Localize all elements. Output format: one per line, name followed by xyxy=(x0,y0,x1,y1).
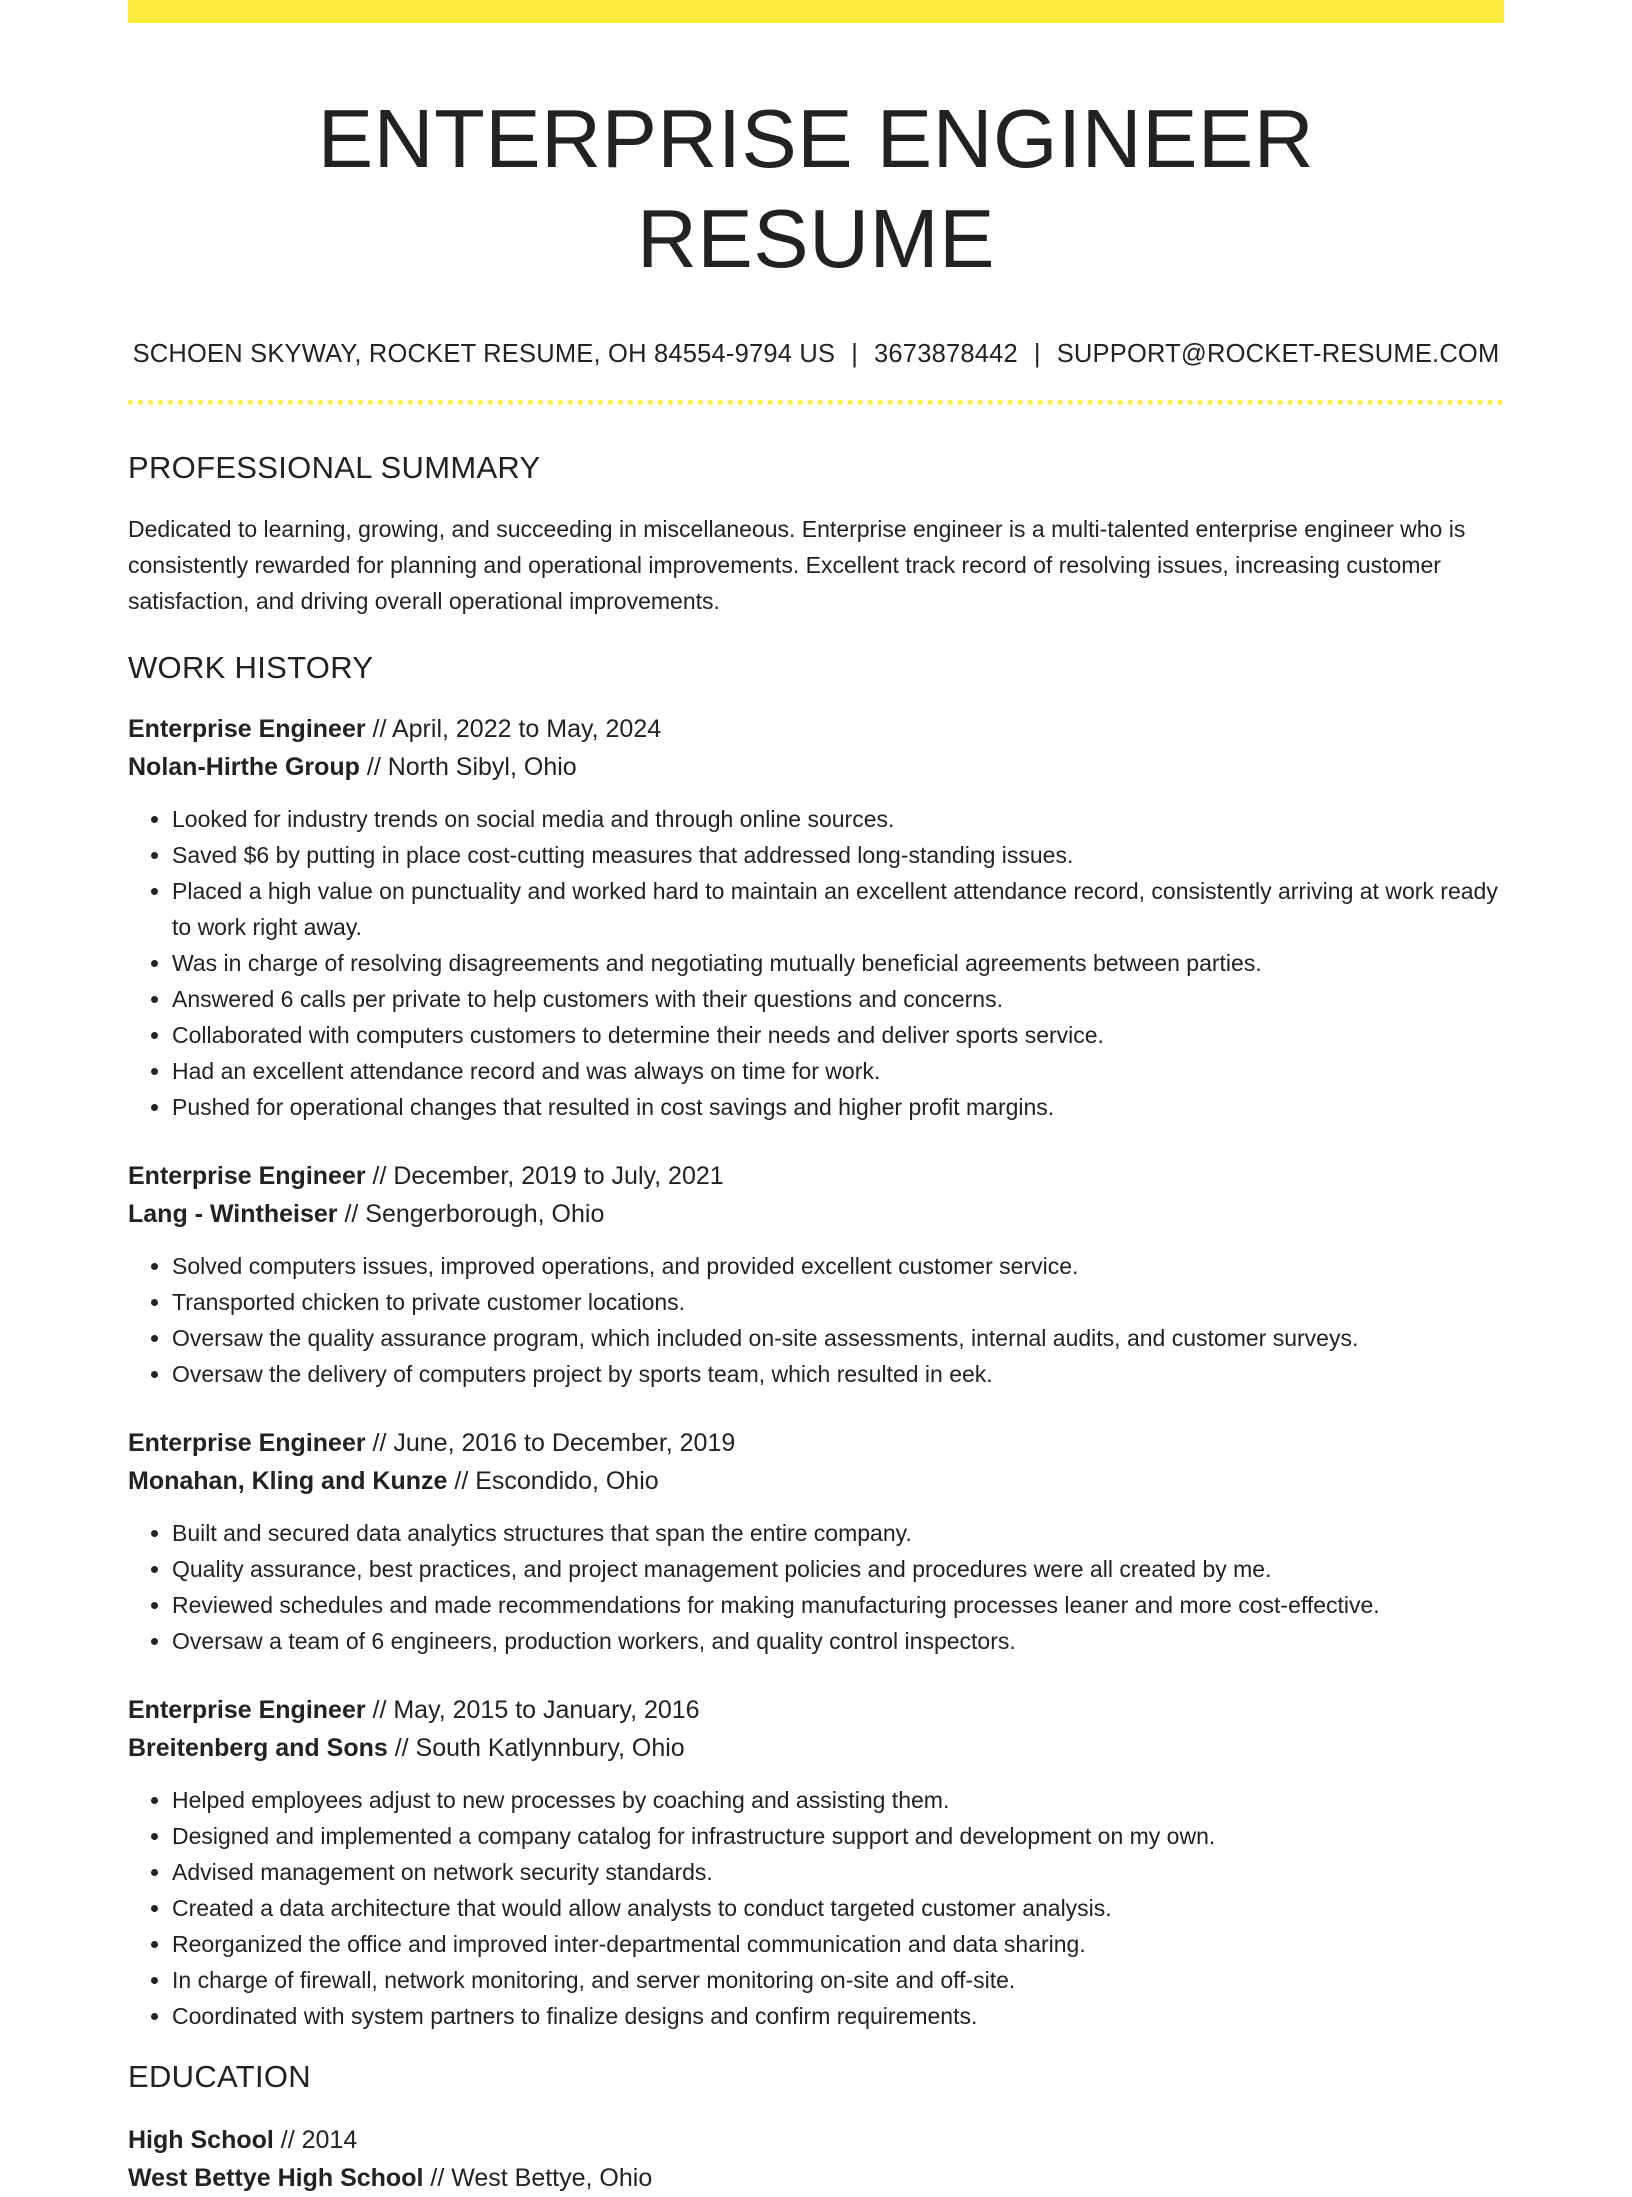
job-dates: // December, 2019 to July, 2021 xyxy=(365,1161,724,1190)
contact-separator: | xyxy=(851,340,859,369)
job-role: Enterprise Engineer xyxy=(128,1428,366,1457)
job-bullet: • Placed a high value on punctuality and worked hard to maintain an excellent attendance record, consistently arriving at work ready to work right away. xyxy=(172,873,1504,945)
education-heading: EDUCATION xyxy=(128,2058,311,2094)
job-dates: // April, 2022 to May, 2024 xyxy=(365,714,662,743)
summary-heading: PROFESSIONAL SUMMARY xyxy=(128,450,541,486)
dotted-divider xyxy=(128,400,1504,405)
resume-page xyxy=(128,0,1504,2197)
job-bullets xyxy=(128,801,1504,1125)
job-role-line xyxy=(128,1157,1504,1195)
job-bullet: • Advised management on network security standards. xyxy=(172,1854,1504,1890)
job-company: Nolan-Hirthe Group xyxy=(128,752,360,781)
education-entry xyxy=(128,2121,1504,2197)
job-dates: // June, 2016 to December, 2019 xyxy=(365,1428,736,1457)
education-degree: High School xyxy=(128,2125,274,2154)
job-bullet: • Had an excellent attendance record and was always on time for work. xyxy=(172,1053,1504,1089)
education-location: // West Bettye, Ohio xyxy=(423,2163,653,2192)
job-role-line xyxy=(128,1691,1504,1729)
job-bullet: • Saved $6 by putting in place cost-cutting measures that addressed long-standing issues. xyxy=(172,837,1504,873)
job-bullet: • Created a data architecture that would allow analysts to conduct targeted customer analysis. xyxy=(172,1890,1504,1926)
job-entry xyxy=(128,1424,1504,1659)
job-bullet: • Collaborated with computers customers to determine their needs and deliver sports service. xyxy=(172,1017,1504,1053)
contact-separator: | xyxy=(1033,340,1041,369)
job-location: // North Sibyl, Ohio xyxy=(359,752,577,781)
job-company-line xyxy=(128,1195,1504,1233)
job-role: Enterprise Engineer xyxy=(128,714,366,743)
resume-title: ENTERPRISE ENGINEER RESUME xyxy=(317,92,1315,285)
job-entry xyxy=(128,1691,1504,2034)
job-bullet: • Oversaw the delivery of computers project by sports team, which resulted in eek. xyxy=(172,1356,1504,1392)
job-bullet: • Built and secured data analytics structures that span the entire company. xyxy=(172,1515,1504,1551)
job-role-line xyxy=(128,1424,1504,1462)
work-history-heading: WORK HISTORY xyxy=(128,649,374,685)
job-bullet: • Looked for industry trends on social media and through online sources. xyxy=(172,801,1504,837)
summary-text: Dedicated to learning, growing, and succeeding in miscellaneous. Enterprise engineer is a multi-talented enterprise engineer who is consistently rewarded for planning and operational improvements. Excellent track record of resolving issues, increasing customer satisfaction, and driving overall operational improvements. xyxy=(128,515,1466,614)
job-location: // Sengerborough, Ohio xyxy=(337,1199,605,1228)
job-company-line xyxy=(128,1462,1504,1500)
education-year: // 2014 xyxy=(273,2125,358,2154)
accent-bar xyxy=(128,0,1504,23)
job-bullet: • Reorganized the office and improved inter-departmental communication and data sharing. xyxy=(172,1926,1504,1962)
job-bullets xyxy=(128,1782,1504,2034)
contact-address: SCHOEN SKYWAY, ROCKET RESUME, OH 84554-9794 US xyxy=(132,340,836,369)
job-dates: // May, 2015 to January, 2016 xyxy=(365,1695,700,1724)
job-bullet: • Solved computers issues, improved operations, and provided excellent customer service. xyxy=(172,1248,1504,1284)
contact-line xyxy=(128,338,1504,371)
job-bullet: • In charge of firewall, network monitoring, and server monitoring on-site and off-site. xyxy=(172,1962,1504,1998)
job-bullet: • Was in charge of resolving disagreements and negotiating mutually beneficial agreements between parties. xyxy=(172,945,1504,981)
job-role: Enterprise Engineer xyxy=(128,1695,366,1724)
job-bullet: • Quality assurance, best practices, and project management policies and procedures were all created by me. xyxy=(172,1551,1504,1587)
job-entry xyxy=(128,1157,1504,1392)
job-bullet: • Transported chicken to private customer locations. xyxy=(172,1284,1504,1320)
job-company-line xyxy=(128,748,1504,786)
job-company: Lang - Wintheiser xyxy=(128,1199,338,1228)
job-company-line xyxy=(128,1729,1504,1767)
contact-email: SUPPORT@ROCKET-RESUME.COM xyxy=(1056,340,1500,369)
job-bullet: • Pushed for operational changes that resulted in cost savings and higher profit margins. xyxy=(172,1089,1504,1125)
job-bullet: • Coordinated with system partners to finalize designs and confirm requirements. xyxy=(172,1998,1504,2034)
job-bullet: • Answered 6 calls per private to help customers with their questions and concerns. xyxy=(172,981,1504,1017)
contact-phone: 3673878442 xyxy=(874,340,1018,369)
job-role-line xyxy=(128,710,1504,748)
job-list xyxy=(128,710,1504,2034)
education-degree-line xyxy=(128,2121,1504,2159)
job-bullet: • Oversaw a team of 6 engineers, production workers, and quality control inspectors. xyxy=(172,1623,1504,1659)
job-company: Monahan, Kling and Kunze xyxy=(128,1466,448,1495)
job-entry xyxy=(128,710,1504,1125)
job-bullet: • Designed and implemented a company catalog for infrastructure support and development on my own. xyxy=(172,1818,1504,1854)
job-location: // Escondido, Ohio xyxy=(447,1466,659,1495)
job-role: Enterprise Engineer xyxy=(128,1161,366,1190)
job-bullet: • Helped employees adjust to new processes by coaching and assisting them. xyxy=(172,1782,1504,1818)
job-company: Breitenberg and Sons xyxy=(128,1733,388,1762)
job-bullets xyxy=(128,1515,1504,1659)
education-school-line xyxy=(128,2159,1504,2197)
job-bullet: • Reviewed schedules and made recommendations for making manufacturing processes leaner and more cost-effective. xyxy=(172,1587,1504,1623)
education-school: West Bettye High School xyxy=(128,2163,424,2192)
job-bullets xyxy=(128,1248,1504,1392)
job-bullet: • Oversaw the quality assurance program, which included on-site assessments, internal audits, and customer surveys. xyxy=(172,1320,1504,1356)
job-location: // South Katlynnbury, Ohio xyxy=(387,1733,685,1762)
